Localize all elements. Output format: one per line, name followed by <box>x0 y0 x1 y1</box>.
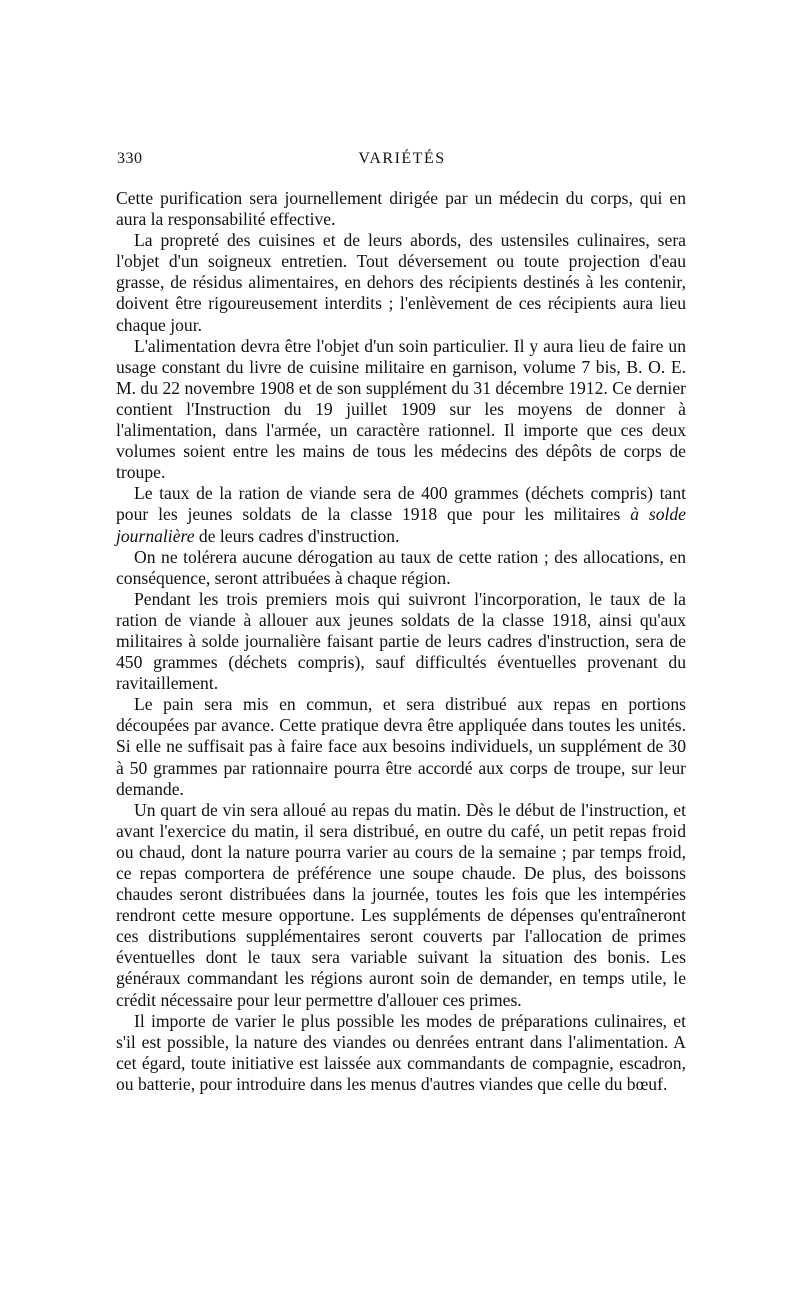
paragraph-derogation: On ne tolérera aucune dérogation au taux de cette ration ; des allocations, en conséquence, seront attribuées à chaque région. <box>116 546 686 588</box>
page-header <box>117 150 687 174</box>
paragraph-ration-viande <box>116 483 686 546</box>
paragraph-incorporation: Pendant les trois premiers mois qui suivront l'incorporation, le taux de la ration de viande à allouer aux jeunes soldats de la classe 1918, ainsi qu'aux militaires à solde journalière faisant partie de leurs cadres d'instruction, sera de 450 grammes (déchets compris), sauf difficultés éventuelles provenant du ravitaillement. <box>116 588 686 694</box>
paragraph-pain: Le pain sera mis en commun, et sera distribué aux repas en portions découpées par avance. Cette pratique devra être appliquée dans toutes les unités. Si elle ne suffisait pas à faire face aux besoins individuels, un supplément de 30 à 50 grammes par rationnaire pourra être accordé aux corps de troupe, sur leur demande. <box>116 694 686 799</box>
paragraph-preparations: Il importe de varier le plus possible les modes de préparations culinaires, et s'il est possible, la nature des viandes ou denrées entrant dans l'alimentation. A cet égard, toute initiative est laissée aux commandants de compagnie, escadron, ou batterie, pour introduire dans les menus d'autres viandes que celle du bœuf. <box>116 1010 686 1094</box>
paragraph-ration-viande-end: de leurs cadres d'instruction. <box>194 525 400 546</box>
paragraph-vin: Un quart de vin sera alloué au repas du matin. Dès le début de l'instruction, et avant l'exercice du matin, il sera distribué, en outre du café, un petit repas froid ou chaud, dont la nature pourra varier au cours de la semaine ; par temps froid, ce repas comportera de préférence une soupe chaude. De plus, des boissons chaudes seront distribuées dans la journée, toutes les fois que les intempéries rendront cette mesure opportune. Les suppléments de dépenses qu'entraîneront ces distributions supplémentaires seront couverts par l'allocation de primes éventuelles dont le taux sera variable suivant la situation des bonis. Les généraux commandant les régions auront soin de demander, en temps utile, le crédit nécessaire pour leur permettre d'allouer ces primes. <box>116 799 686 1010</box>
paragraph-purification: Cette purification sera journellement dirigée par un médecin du corps, qui en aura la responsabilité effective. <box>116 188 686 230</box>
paragraph-ration-viande-start: Le taux de la ration de viande sera de 400 grammes (déchets compris) tant pour les jeunes soldats de la classe 1918 que pour les militaires <box>116 483 686 525</box>
body-text <box>116 188 686 1095</box>
running-head: VARIÉTÉS <box>358 150 446 167</box>
paragraph-proprete: La propreté des cuisines et de leurs abords, des ustensiles culinaires, sera l'objet d'un soigneux entretien. Tout déversement ou toute projection d'eau grasse, de résidus alimentaires, en dehors des récipients destinés à les contenir, doivent être rigoureusement interdits ; l'enlèvement de ces récipients aura lieu chaque jour. <box>116 230 686 335</box>
italic-solde-journaliere: à solde journalière <box>116 504 686 546</box>
paragraph-alimentation: L'alimentation devra être l'objet d'un soin particulier. Il y aura lieu de faire un usage constant du livre de cuisine militaire en garnison, volume 7 bis, B. O. E. M. du 22 novembre 1908 et de son supplément du 31 décembre 1912. Ce dernier contient l'Instruction du 19 juillet 1909 sur les moyens de donner à l'alimentation, dans l'armée, un caractère rationnel. Il importe que ces deux volumes soient entre les mains de tous les médecins des dépôts de corps de troupe. <box>116 335 686 483</box>
page-number: 330 <box>117 150 143 167</box>
